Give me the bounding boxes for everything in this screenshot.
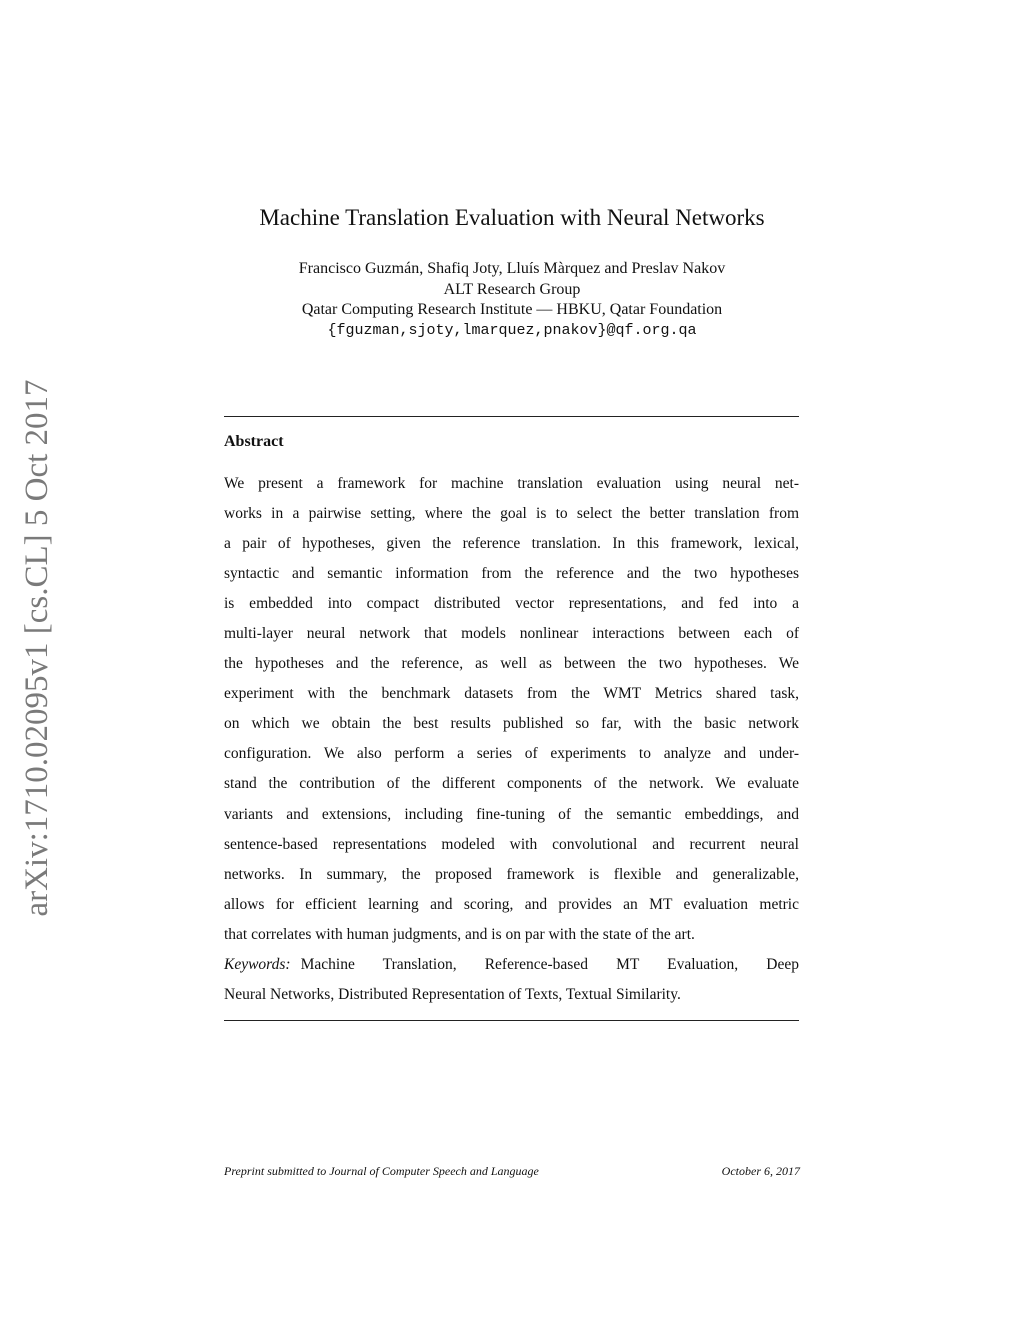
abstract-line: syntactic and semantic information from the reference and the two hypotheses [224, 565, 799, 583]
abstract-heading: Abstract [224, 433, 284, 450]
research-group: ALT Research Group [443, 280, 581, 298]
author-emails: {fguzman,sjoty,lmarquez,pnakov}@qf.org.qa [327, 321, 697, 339]
abstract-line: variants and extensions, including fine-tuning of the semantic embeddings, and [224, 805, 799, 823]
abstract-line: configuration. We also perform a series of experiments to analyze and under- [224, 745, 799, 763]
author-block [0, 259, 1024, 341]
abstract-line: experiment with the benchmark datasets from the WMT Metrics shared task, [224, 685, 799, 703]
abstract-line: networks. In summary, the proposed framework is flexible and generalizable, [224, 865, 799, 883]
abstract-line: that correlates with human judgments, and is on par with the state of the art. [224, 925, 695, 943]
abstract-line: multi-layer neural network that models nonlinear interactions between each of [224, 625, 799, 643]
abstract-body [224, 469, 799, 1010]
abstract-line: on which we obtain the best results published so far, with the basic network [224, 715, 799, 733]
bottom-rule [224, 1020, 799, 1021]
preprint-date: October 6, 2017 [721, 1164, 800, 1178]
top-rule [224, 416, 799, 417]
keywords-line [224, 950, 799, 980]
keywords-text-2: Neural Networks, Distributed Representation of Texts, Textual Similarity. [224, 985, 681, 1003]
keywords-label: Keywords: [224, 955, 291, 973]
abstract-line: the hypotheses and the reference, as well as between the two hypotheses. We [224, 655, 799, 673]
keywords-text-1: Machine Translation, Reference-based MT Evaluation, Deep [300, 955, 799, 973]
paper-title: Machine Translation Evaluation with Neural Networks [259, 205, 765, 230]
abstract-line: a pair of hypotheses, given the reference translation. In this framework, lexical, [224, 535, 799, 553]
abstract-line: works in a pairwise setting, where the goal is to select the better translation from [224, 505, 799, 523]
arxiv-identifier: arXiv:1710.02095v1 [cs.CL] 5 Oct 2017 [19, 379, 55, 917]
preprint-note: Preprint submitted to Journal of Computer Speech and Language [224, 1164, 539, 1178]
abstract-line: allows for efficient learning and scoring, and provides an MT evaluation metric [224, 895, 799, 913]
author-names: Francisco Guzmán, Shafiq Joty, Lluís Màrquez and Preslav Nakov [298, 260, 726, 277]
abstract-line: is embedded into compact distributed vector representations, and fed into a [224, 595, 799, 613]
abstract-line: We present a framework for machine translation evaluation using neural net- [224, 475, 799, 492]
abstract-line: sentence-based representations modeled with convolutional and recurrent neural [224, 835, 799, 853]
institution: Qatar Computing Research Institute — HBKU, Qatar Foundation [301, 301, 723, 318]
abstract-line: stand the contribution of the different components of the network. We evaluate [224, 775, 799, 793]
